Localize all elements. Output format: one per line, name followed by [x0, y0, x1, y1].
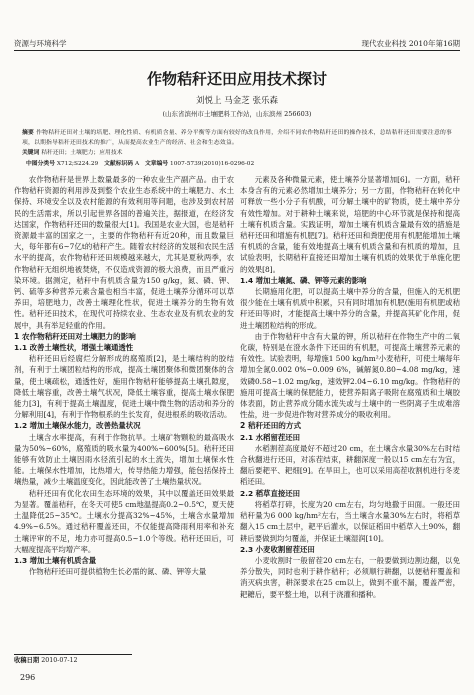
received-date-label: 收稿日期	[14, 657, 40, 664]
doc-code-value: A	[134, 161, 140, 167]
section-heading: 2.3 小麦收割留茬还田	[240, 544, 315, 554]
body-paragraph: 农作物秸秆是世界上数量最多的一种农业生产副产品。由于农作物秸秆资源的利用涉及到整个农业生态系统中的土壤肥力、水土保持、环境安全以及农村能源的有效利用等问题，也涉及到农村居民的生活需求，所以引起世界各国的普遍关注，据报道，在经济发达国家，作物秸秆还田的数量很大[1]。我国是农业大国，也是秸秆资源最丰富的国家之一，主要的作物秸秆有近20种，而且数量巨大，每年都有6~7亿t的秸秆产生。随着农村经济的发展和农民生活水平的提高，农作物秸秆还田规模越来越大，尤其是夏秋两季，农作物秸秆无组织地被焚烧，不仅造成资源的极大浪费，而且严重污染环境。据测定，秸秆中有机质含量为150 g/kg，氮、磷、钾、钙、硫等多种营养元素含量也相当丰富，促进土壤养分循环可以草养田，培肥地力，改善土壤理化性状，促进土壤养分的生物有效性。秸秆还田技术，在现代可持续农业、生态农业及有机农业的发展中，具有举足轻重的作用。	[14, 175, 234, 330]
keywords-text: 秸秆还田；土壤肥力；应用技术	[41, 150, 123, 156]
classification-line	[22, 160, 452, 169]
body-column-right	[240, 174, 460, 600]
article-number-label: 文章编号	[144, 161, 169, 167]
body-paragraph: 元素及各种微量元素，使土壤养分显著增加[6]。一方面，秸秆本身含有的元素必然增加土壤养分；另一方面，作物秸秆在转化中可释放一些小分子有机酸，可分解土壤中的矿物质，使土壤中养分有效性增加。对于耕种土壤来说，培肥的中心环节就是保持和提高土壤有机质含量。实践证明，增加土壤有机质含量最有效的措施是秸秆还田和增施有机肥[7]。秸秆还田和粪肥使用有机肥能增加土壤有机质的含量，能有效地提高土壤有机质含量和有机质的增加，且试验表明，长期秸秆直接还田增加土壤有机质的效果优于单施化肥的效果[8]。	[240, 175, 460, 274]
body-paragraph: 长期施用化肥，可以提高土壤中养分的含量，但施入的无机肥很少能在土壤有机质中积累，只有同时增加有机肥(施用有机肥或秸秆还田等)时，才能提高土壤中养分的含量，并提高其矿化作用，促进土壤团粒结构的形成。	[240, 287, 460, 330]
doc-code-label: 文献标识码	[104, 161, 134, 167]
keywords-label: 关键词	[22, 150, 40, 156]
body-paragraph: 将稻草打碎，长度为20 cm左右，均匀地撒于田面。一般还田秸秆量为6 000 kg/hm²左右，当土壤含水量30%左右时，将稻草翻入15 cm土层中，耙平后灌水，以保证稻田中稻草入土90%，翻耕后要做到均匀覆盖，并保证土壤湿润[10]。	[240, 499, 460, 543]
section-heading: 1.1 改善土壤性状，增强土壤通透性	[14, 343, 134, 353]
affiliation: (山东省滨州市土壤肥料工作站，山东滨州 256603)	[162, 110, 312, 118]
section-heading: 1.4 增加土壤氮、磷、钾等元素的影响	[240, 275, 367, 285]
body-paragraph: 水稻割茬高度最好不超过20 cm，在土壤含水量30%左右时结合秋翻进行还田，对冻茬结束，耕翻深度一般以15 cm左右为宜，翻后要耙平、耙细[9]。在旱田上，也可以采用高茬收割机进行冬麦稻还田。	[240, 443, 460, 487]
section-heading: 2 秸秆还田的方式	[240, 421, 302, 431]
body-paragraph: 小麦收割时一般留茬20 cm左右，一般要做到边割边翻，以免养分散失，同时也利于耕作秸秆；必须顺行耕翻，以便秸秆覆盖和消灭病虫害，耕深要求在25 cm以上，做到不重不漏，覆盖严密，耙耱后，要平整土地，以利于浇灌和播种。	[240, 555, 460, 599]
body-paragraph: 秸秆还田有优化农田生态环境的效果，其中以覆盖还田效果最为显著。覆盖秸秆，在冬天可使5 cm地温提高0.2~0.5℃，夏天使土温降低25~35℃。土壤水分提高32%~45%，土壤含水量增加4.9%~6.5%。通过秸秆覆盖还田，不仅能提高降雨利用率和补充土壤评审的不足，地力亦可提高0.5~1.0个等级。秸秆还田后，可大幅度提高平均增产率。	[14, 488, 234, 554]
page-number: 296	[20, 673, 36, 682]
body-paragraph: 作物秸秆还田可提供植物生长必需的氮、磷、钾等大量	[28, 567, 207, 577]
clc-label: 中图分类号	[26, 161, 55, 167]
keywords	[22, 149, 452, 158]
abstract-text: 作物秸秆还田对土壤的培肥、理化性质、有机质含量、养分平衡等方面有较好的改良作用，介绍不同农作物秸秆还田的操作技术，总结秸秆还田需要注意的事项，以期指导秸秆还田技术的推广，从而提高农业生产的经济、社会和生态效益。	[22, 130, 452, 146]
received-date: 2010-07-12	[41, 657, 78, 664]
article-number-value: 1007-5739(2010)16-0296-02	[170, 161, 255, 167]
body-paragraph: 秸秆还田后经腐烂分解形成的腐殖质[2]，是土壤结构的胶结剂，有利于土壤团粒结构的形成，提高土壤团聚体和微团聚体的含量，使土壤疏松，通透性好，施用作物秸秆能够提高土壤孔隙度，降低土壤容重，改善土壤气状况，降低土壤容重，提高土壤水保肥能力[3]，有利于提高土壤温度，促进土壤中微生物的活动和养分的分解利用[4]，有利于作物根系的生长发育，促进根系的吸收活动。	[14, 354, 234, 420]
section-heading: 1 农作物秸秆还田对土壤肥力的影响	[14, 331, 136, 341]
running-head	[14, 38, 460, 51]
section-heading: 2.2 稻草直接还田	[240, 488, 301, 498]
body-paragraph: 土壤含水率提高，有利于作物抗旱。土壤矿物颗粒的最高吸水量为50%~60%，腐殖质的吸水量为400%~600%[5]。秸秆还田能够有效防止土壤因雨水径流引起的水土流失，增加土壤保水性能。土壤保水性增加，比热增大，传导热能力增强，能包括保持土壤热量，减少土壤温度变化，因此能改善了土壤热量状况。	[14, 432, 234, 487]
section-heading: 1.3 增加土壤有机质含量	[14, 555, 97, 565]
clc-value: X712;S224.29	[56, 161, 99, 167]
received-date-footnote	[14, 654, 132, 666]
journal-section: 资源与环境科学	[14, 39, 67, 48]
body-column-left	[14, 174, 234, 577]
body-paragraph: 由于作物秸秆中含有大量的钾，所以秸秆在作物生产中的二氧化碳，特别是在澄水条件下还田的有机肥，可提高土壤营养元素的有效性。试验表明，每增施1 500 kg/hm²小麦秸秆，可使土壤每年增加全氮0.002 0%~0.009 6%，碱解氮0.80~4.08 mg/kg，速效磷0.58~1.02 mg/kg，速效钾2.04~6.10 mg/kg。作物秸秆的施用可提高土壤的保肥能力，使营养阳离子吸附在腐殖质和土壤胶体表面，防止营养成分随水流失或与土壤中的一些阴离子生成难溶性盐，进一步促进作物对营养成分的吸收利用。	[240, 331, 460, 420]
abstract	[22, 128, 452, 148]
journal-issue: 现代农业科技 2010年第16期	[361, 39, 460, 48]
article-title: 作物秸秆还田应用技术探讨	[146, 70, 327, 88]
section-heading: 1.2 增加土壤保水能力，改善热量状况	[14, 421, 141, 431]
section-heading: 2.1 水稻留茬还田	[240, 432, 301, 442]
authors: 刘悦上 马金芝 张乐森	[196, 96, 278, 106]
abstract-label: 摘要	[22, 130, 35, 136]
